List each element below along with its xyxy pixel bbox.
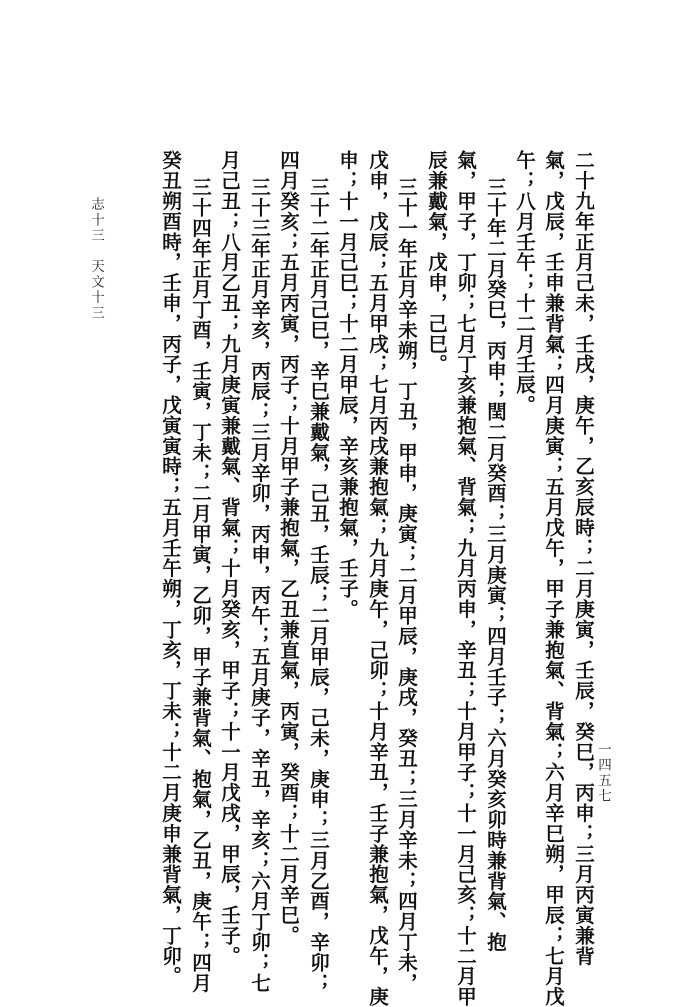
text-column-13: 月己丑；八月乙丑；九月庚寅兼戴氣、背氣；十月癸亥，甲子；十一月戊戌，甲辰，壬子。	[218, 150, 241, 966]
text-column-7: 三十一年正月辛未朔，丁丑，甲申，庚寅；二月甲辰，庚戌，癸丑；三月辛未；四月丁未，	[395, 177, 418, 993]
text-column-9: 申；十一月己巳；十二月甲辰，辛亥兼抱氣，壬子。	[336, 150, 359, 620]
text-column-4: 三十年二月癸巳，丙申；閏二月癸酉；三月庚寅；四月壬子；六月癸亥卯時兼背氣、抱	[484, 177, 507, 953]
text-column-11: 四月癸亥；五月丙寅，丙子；十月甲子兼抱氣，乙丑兼直氣，丙寅，癸酉；十二月辛巳。	[277, 150, 300, 946]
text-column-8: 戊申，戊辰；五月甲戌；七月丙戌兼抱氣；九月庚午，己卯；十月辛丑，壬子兼抱氣，戊午，庚	[366, 150, 389, 1007]
text-column-2: 氣，戊辰，壬申兼背氣；四月庚寅；五月戊午，甲子兼抱氣、背氣；六月辛巳朔，甲辰；七月戊	[542, 150, 565, 1007]
text-column-3: 午；八月壬午；十二月壬辰。	[513, 150, 536, 416]
text-column-14: 三十四年正月丁酉，壬寅，丁未；二月甲寅，乙卯，甲子兼背氣、抱氣，乙丑，庚午；四月	[189, 177, 212, 993]
text-column-1: 二十九年正月己未，壬戌，庚午，乙亥辰時；二月庚寅，壬辰，癸巳，丙申；三月丙寅兼背	[572, 150, 595, 966]
text-column-6: 辰兼戴氣，戊申，己巳。	[425, 150, 448, 375]
text-column-12: 三十三年正月辛亥，丙辰；三月辛卯，丙申，丙午；五月庚子，辛丑，辛亥；六月丁卯；七	[248, 177, 271, 993]
page-number: 一四五七	[595, 742, 611, 804]
text-column-10: 三十二年正月己巳，辛巳兼戴氣，己丑，壬辰；二月甲辰，己未，庚申；三月乙酉，辛卯；	[307, 177, 330, 993]
text-column-15: 癸丑朔酉時，壬申，丙子，戊寅寅時；五月壬午朔，丁亥，丁未；十二月庚申兼背氣，丁卯。	[159, 150, 182, 987]
section-header: 志十三 天文十三	[88, 197, 104, 321]
text-column-5: 氣，甲子，丁卯；七月丁亥兼抱氣、背氣；九月丙申，辛丑；十月甲子；十一月己亥；十二月甲	[454, 150, 477, 1007]
